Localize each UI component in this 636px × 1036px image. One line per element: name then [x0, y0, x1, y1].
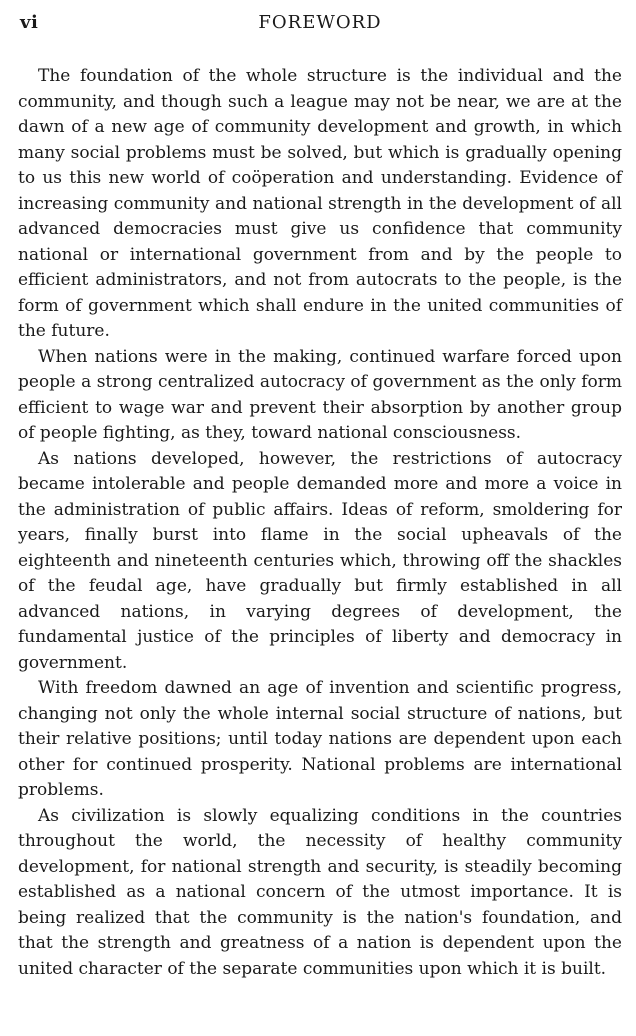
paragraph: As civilization is slowly equalizing conditions in the countries throughout the world, the necessity of healthy community development, for national strength and security, is steadily becoming established as a national concern of the utmost importance. It is being realized that the community is the nation's foundation, and that the strength and greatness of a nation is dependent upon the united character of the separate communities upon which it is built. — [18, 805, 622, 979]
running-title: FOREWORD — [258, 12, 382, 33]
book-page — [18, 8, 622, 1028]
paragraph: As nations developed, however, the restrictions of autocracy became intolerable and people demanded more and more a voice in the administration of public affairs. Ideas of reform, smoldering for years, finally burst into flame in the social upheavals of the eighteenth and nineteenth centuries which, throwing off the shackles of the feudal age, have gradually but firmly established in all advanced nations, in varying degrees of development, the fundamental justice of the principles of liberty and democracy in government. — [18, 448, 622, 673]
page-header — [18, 8, 622, 42]
paragraph: When nations were in the making, continued warfare forced upon people a strong centralized autocracy of government as the only form efficient to wage war and prevent their absorption by another group of people fighting, as they, toward national consciousness. — [18, 346, 622, 443]
paragraph: With freedom dawned an age of invention and scientific progress, changing not only the whole internal social structure of nations, but their relative positions; until today nations are dependent upon each other for continued prosperity. National problems are international problems. — [18, 678, 622, 800]
foreword-body — [18, 64, 622, 982]
page-number: vi — [20, 12, 39, 33]
paragraph: The foundation of the whole structure is the individual and the community, and though such a league may not be near, we are at the dawn of a new age of community development and growth, in which many social problems must be solved, but which is gradually opening to us this new world of coöperation and understanding. Evidence of increasing community and national strength in the development of all advanced democracies must give us confidence that community national or international government from and by the people to efficient administrators, and not from autocrats to the people, is the form of government which shall endure in the united communities of the future. — [18, 66, 622, 341]
